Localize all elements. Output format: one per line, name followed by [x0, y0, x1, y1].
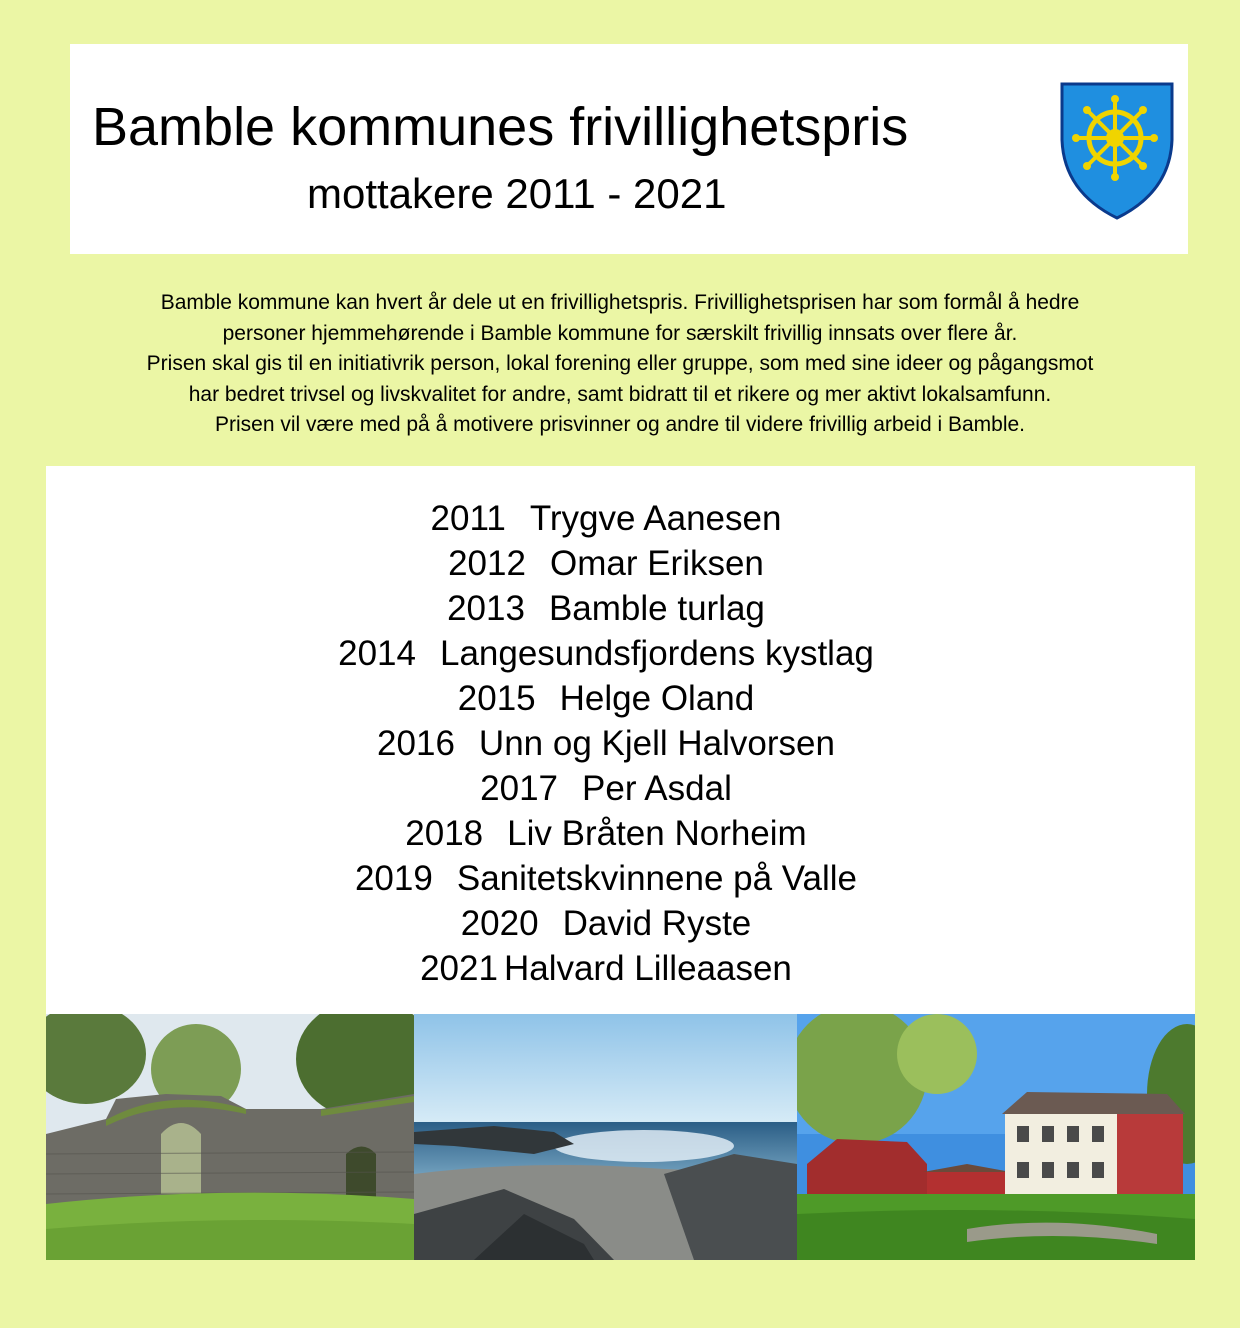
winner-name: Per Asdal — [582, 769, 732, 808]
winner-name: Halvard Lilleaasen — [503, 949, 792, 988]
winner-year: 2020 — [460, 904, 539, 943]
winner-year: 2012 — [448, 544, 526, 583]
winner-name: Trygve Aanesen — [529, 499, 782, 538]
header-box — [70, 44, 1188, 254]
intro-line: Prisen vil være med på å motivere prisvinner og andre til videre frivillig arbeid i Bamble. — [214, 413, 1025, 436]
seaside-beach-photo — [414, 1014, 797, 1260]
intro-line: Prisen skal gis til en initiativrik person, lokal forening eller gruppe, som med sine ideer og pågangsmot — [146, 352, 1094, 375]
winner-row — [46, 946, 1166, 991]
page-subtitle: mottakere 2011 - 2021 — [307, 170, 727, 217]
winner-year: 2014 — [338, 634, 416, 673]
farmhouse-photo — [797, 1014, 1195, 1260]
winner-row — [46, 811, 1166, 856]
winner-row — [46, 586, 1166, 631]
winner-row — [46, 496, 1166, 541]
winner-year: 2017 — [480, 769, 559, 808]
winner-row — [46, 901, 1166, 946]
winner-year: 2015 — [457, 679, 536, 718]
photo-strip — [46, 1014, 1195, 1260]
winner-year: 2021 — [420, 949, 498, 988]
winner-year: 2019 — [354, 859, 433, 898]
winner-year: 2013 — [447, 589, 525, 628]
winner-row — [46, 676, 1166, 721]
winner-name: Langesundsfjordens kystlag — [439, 634, 874, 673]
stone-ruin-photo — [46, 1014, 414, 1260]
intro-line: Bamble kommune kan hvert år dele ut en frivillighetspris. Frivillighetsprisen har som formål å hedre — [160, 291, 1080, 314]
winner-row — [46, 541, 1166, 586]
winner-year: 2016 — [377, 724, 455, 763]
winner-name: Liv Bråten Norheim — [507, 814, 807, 853]
intro-line: har bedret trivsel og livskvalitet for andre, samt bidratt til et rikere og mer aktivt lokalsamfunn. — [188, 382, 1052, 406]
winners-panel — [46, 466, 1195, 1014]
winner-row — [46, 856, 1166, 901]
ship-wheel-shield-icon — [1058, 80, 1176, 222]
winner-name: Unn og Kjell Halvorsen — [478, 724, 835, 763]
winner-year: 2018 — [405, 814, 484, 853]
winner-row — [46, 721, 1166, 766]
winner-name: Bamble turlag — [548, 589, 765, 628]
winner-name: Helge Oland — [559, 679, 755, 718]
winner-year: 2011 — [430, 499, 506, 538]
intro-line: personer hjemmehørende i Bamble kommune for særskilt frivillig innsats over flere år. — [222, 321, 1018, 345]
winner-name: Omar Eriksen — [549, 544, 764, 583]
intro-text — [40, 288, 1200, 441]
winner-name: Sanitetskvinnene på Valle — [456, 859, 858, 898]
winner-row — [46, 631, 1166, 676]
winners-list — [46, 496, 1166, 991]
winner-row — [46, 766, 1166, 811]
page-title: Bamble kommunes frivillighetspris — [92, 97, 909, 157]
winner-name: David Ryste — [562, 904, 752, 943]
